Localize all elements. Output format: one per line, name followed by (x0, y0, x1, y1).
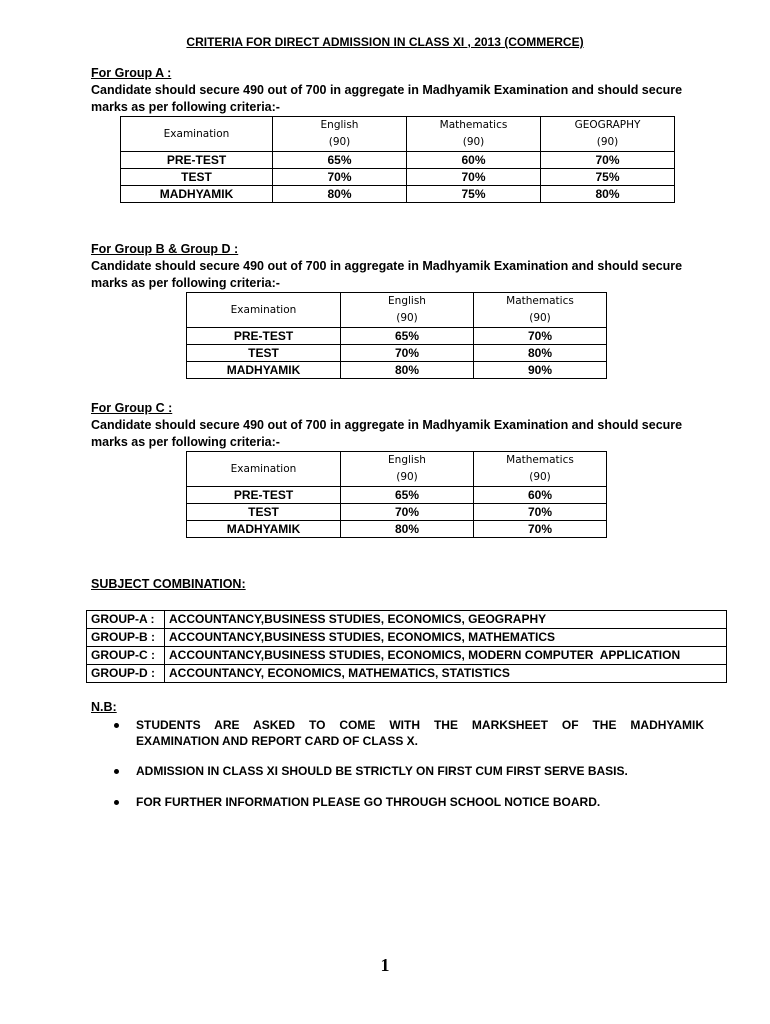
exam-column-header: Examination (187, 293, 341, 328)
nb-item-line-1: STUDENTS ARE ASKED TO COME WITH THE MARKSHEET OF THE MADHYAMIK (136, 718, 704, 732)
table-row (187, 521, 607, 538)
bullet-icon (114, 800, 119, 805)
exam-name: TEST (187, 345, 341, 362)
table-cell: 65% (273, 152, 407, 169)
exam-name: TEST (121, 169, 273, 186)
table-row (121, 169, 675, 186)
bullet-icon (114, 769, 119, 774)
nb-item-line-1: FOR FURTHER INFORMATION PLEASE GO THROUGH SCHOOL NOTICE BOARD. (136, 795, 601, 809)
table-cell: 80% (541, 186, 675, 203)
exam-name: PRE-TEST (121, 152, 273, 169)
document-title: CRITERIA FOR DIRECT ADMISSION IN CLASS XI , 2013 (COMMERCE) (186, 35, 584, 49)
table-cell: 80% (341, 362, 474, 379)
subject-combination-table (86, 610, 727, 683)
subject-max-english: (90) (273, 134, 407, 152)
subject-header-english: English (341, 293, 474, 311)
exam-column-header: Examination (121, 117, 273, 152)
table-cell: 70% (474, 328, 607, 345)
group-a-line-2: marks as per following criteria:- (91, 100, 280, 114)
table-cell: 90% (474, 362, 607, 379)
table-cell: 80% (273, 186, 407, 203)
bullet-icon (114, 723, 119, 728)
table-row (87, 665, 727, 683)
nb-heading: N.B: (91, 700, 117, 714)
subject-header-mathematics: Mathematics (474, 293, 607, 311)
table-row (121, 152, 675, 169)
subject-max-mathematics: (90) (474, 310, 607, 328)
table-row (187, 362, 607, 379)
group-a-paragraph (91, 82, 711, 116)
group-c-criteria-table (186, 451, 607, 538)
table-row (121, 186, 675, 203)
table-cell: 70% (474, 521, 607, 538)
table-row (87, 629, 727, 647)
page-number: 1 (380, 955, 390, 975)
group-c-heading: For Group C : (91, 401, 173, 415)
table-row (187, 345, 607, 362)
table-cell: 75% (407, 186, 541, 203)
table-cell: 60% (407, 152, 541, 169)
table-cell: 80% (474, 345, 607, 362)
group-label: GROUP-B : (87, 629, 165, 647)
subject-max-english: (90) (341, 310, 474, 328)
group-c-line-2: marks as per following criteria:- (91, 435, 280, 449)
group-label: GROUP-D : (87, 665, 165, 683)
table-row (187, 487, 607, 504)
subject-header-mathematics: Mathematics (474, 452, 607, 470)
nb-item-line-1: ADMISSION IN CLASS XI SHOULD BE STRICTLY ON FIRST CUM FIRST SERVE BASIS. (136, 764, 628, 778)
group-a-line-1: Candidate should secure 490 out of 700 in aggregate in Madhyamik Examination and should secure (91, 83, 683, 97)
table-cell: 70% (341, 504, 474, 521)
subject-max-geography: (90) (541, 134, 675, 152)
table-cell: 65% (341, 487, 474, 504)
exam-name: TEST (187, 504, 341, 521)
table-cell: 70% (541, 152, 675, 169)
table-cell: 65% (341, 328, 474, 345)
table-cell: 70% (273, 169, 407, 186)
table-cell: 75% (541, 169, 675, 186)
group-bd-paragraph (91, 258, 711, 292)
exam-name: MADHYAMIK (187, 521, 341, 538)
table-row (187, 328, 607, 345)
group-bd-criteria-table (186, 292, 607, 379)
subject-max-mathematics: (90) (474, 469, 607, 487)
table-cell: 80% (341, 521, 474, 538)
table-row (187, 504, 607, 521)
group-bd-line-1: Candidate should secure 490 out of 700 in aggregate in Madhyamik Examination and should secure (91, 259, 683, 273)
subject-header-english: English (273, 117, 407, 135)
subject-header-mathematics: Mathematics (407, 117, 541, 135)
table-cell: 70% (341, 345, 474, 362)
subject-max-mathematics: (90) (407, 134, 541, 152)
exam-name: MADHYAMIK (121, 186, 273, 203)
group-subjects: ACCOUNTANCY, ECONOMICS, MATHEMATICS, STATISTICS (165, 665, 727, 683)
group-subjects: ACCOUNTANCY,BUSINESS STUDIES, ECONOMICS, GEOGRAPHY (165, 611, 727, 629)
subject-max-english: (90) (341, 469, 474, 487)
exam-name: PRE-TEST (187, 487, 341, 504)
group-a-heading: For Group A : (91, 66, 172, 80)
table-row (87, 647, 727, 665)
table-cell: 70% (474, 504, 607, 521)
exam-name: PRE-TEST (187, 328, 341, 345)
group-bd-line-2: marks as per following criteria:- (91, 276, 280, 290)
table-row (87, 611, 727, 629)
group-subjects: ACCOUNTANCY,BUSINESS STUDIES, ECONOMICS, MODERN COMPUTER APPLICATION (165, 647, 727, 665)
exam-column-header: Examination (187, 452, 341, 487)
subject-header-geography: GEOGRAPHY (541, 117, 675, 135)
nb-item-line-2: EXAMINATION AND REPORT CARD OF CLASS X. (136, 734, 419, 748)
subject-header-english: English (341, 452, 474, 470)
group-a-criteria-table (120, 116, 675, 203)
group-c-paragraph (91, 417, 711, 451)
table-cell: 60% (474, 487, 607, 504)
subject-combination-heading: SUBJECT COMBINATION: (91, 577, 246, 591)
exam-name: MADHYAMIK (187, 362, 341, 379)
group-label: GROUP-A : (87, 611, 165, 629)
group-c-line-1: Candidate should secure 490 out of 700 in aggregate in Madhyamik Examination and should secure (91, 418, 683, 432)
table-cell: 70% (407, 169, 541, 186)
group-bd-heading: For Group B & Group D : (91, 242, 239, 256)
group-label: GROUP-C : (87, 647, 165, 665)
group-subjects: ACCOUNTANCY,BUSINESS STUDIES, ECONOMICS, MATHEMATICS (165, 629, 727, 647)
